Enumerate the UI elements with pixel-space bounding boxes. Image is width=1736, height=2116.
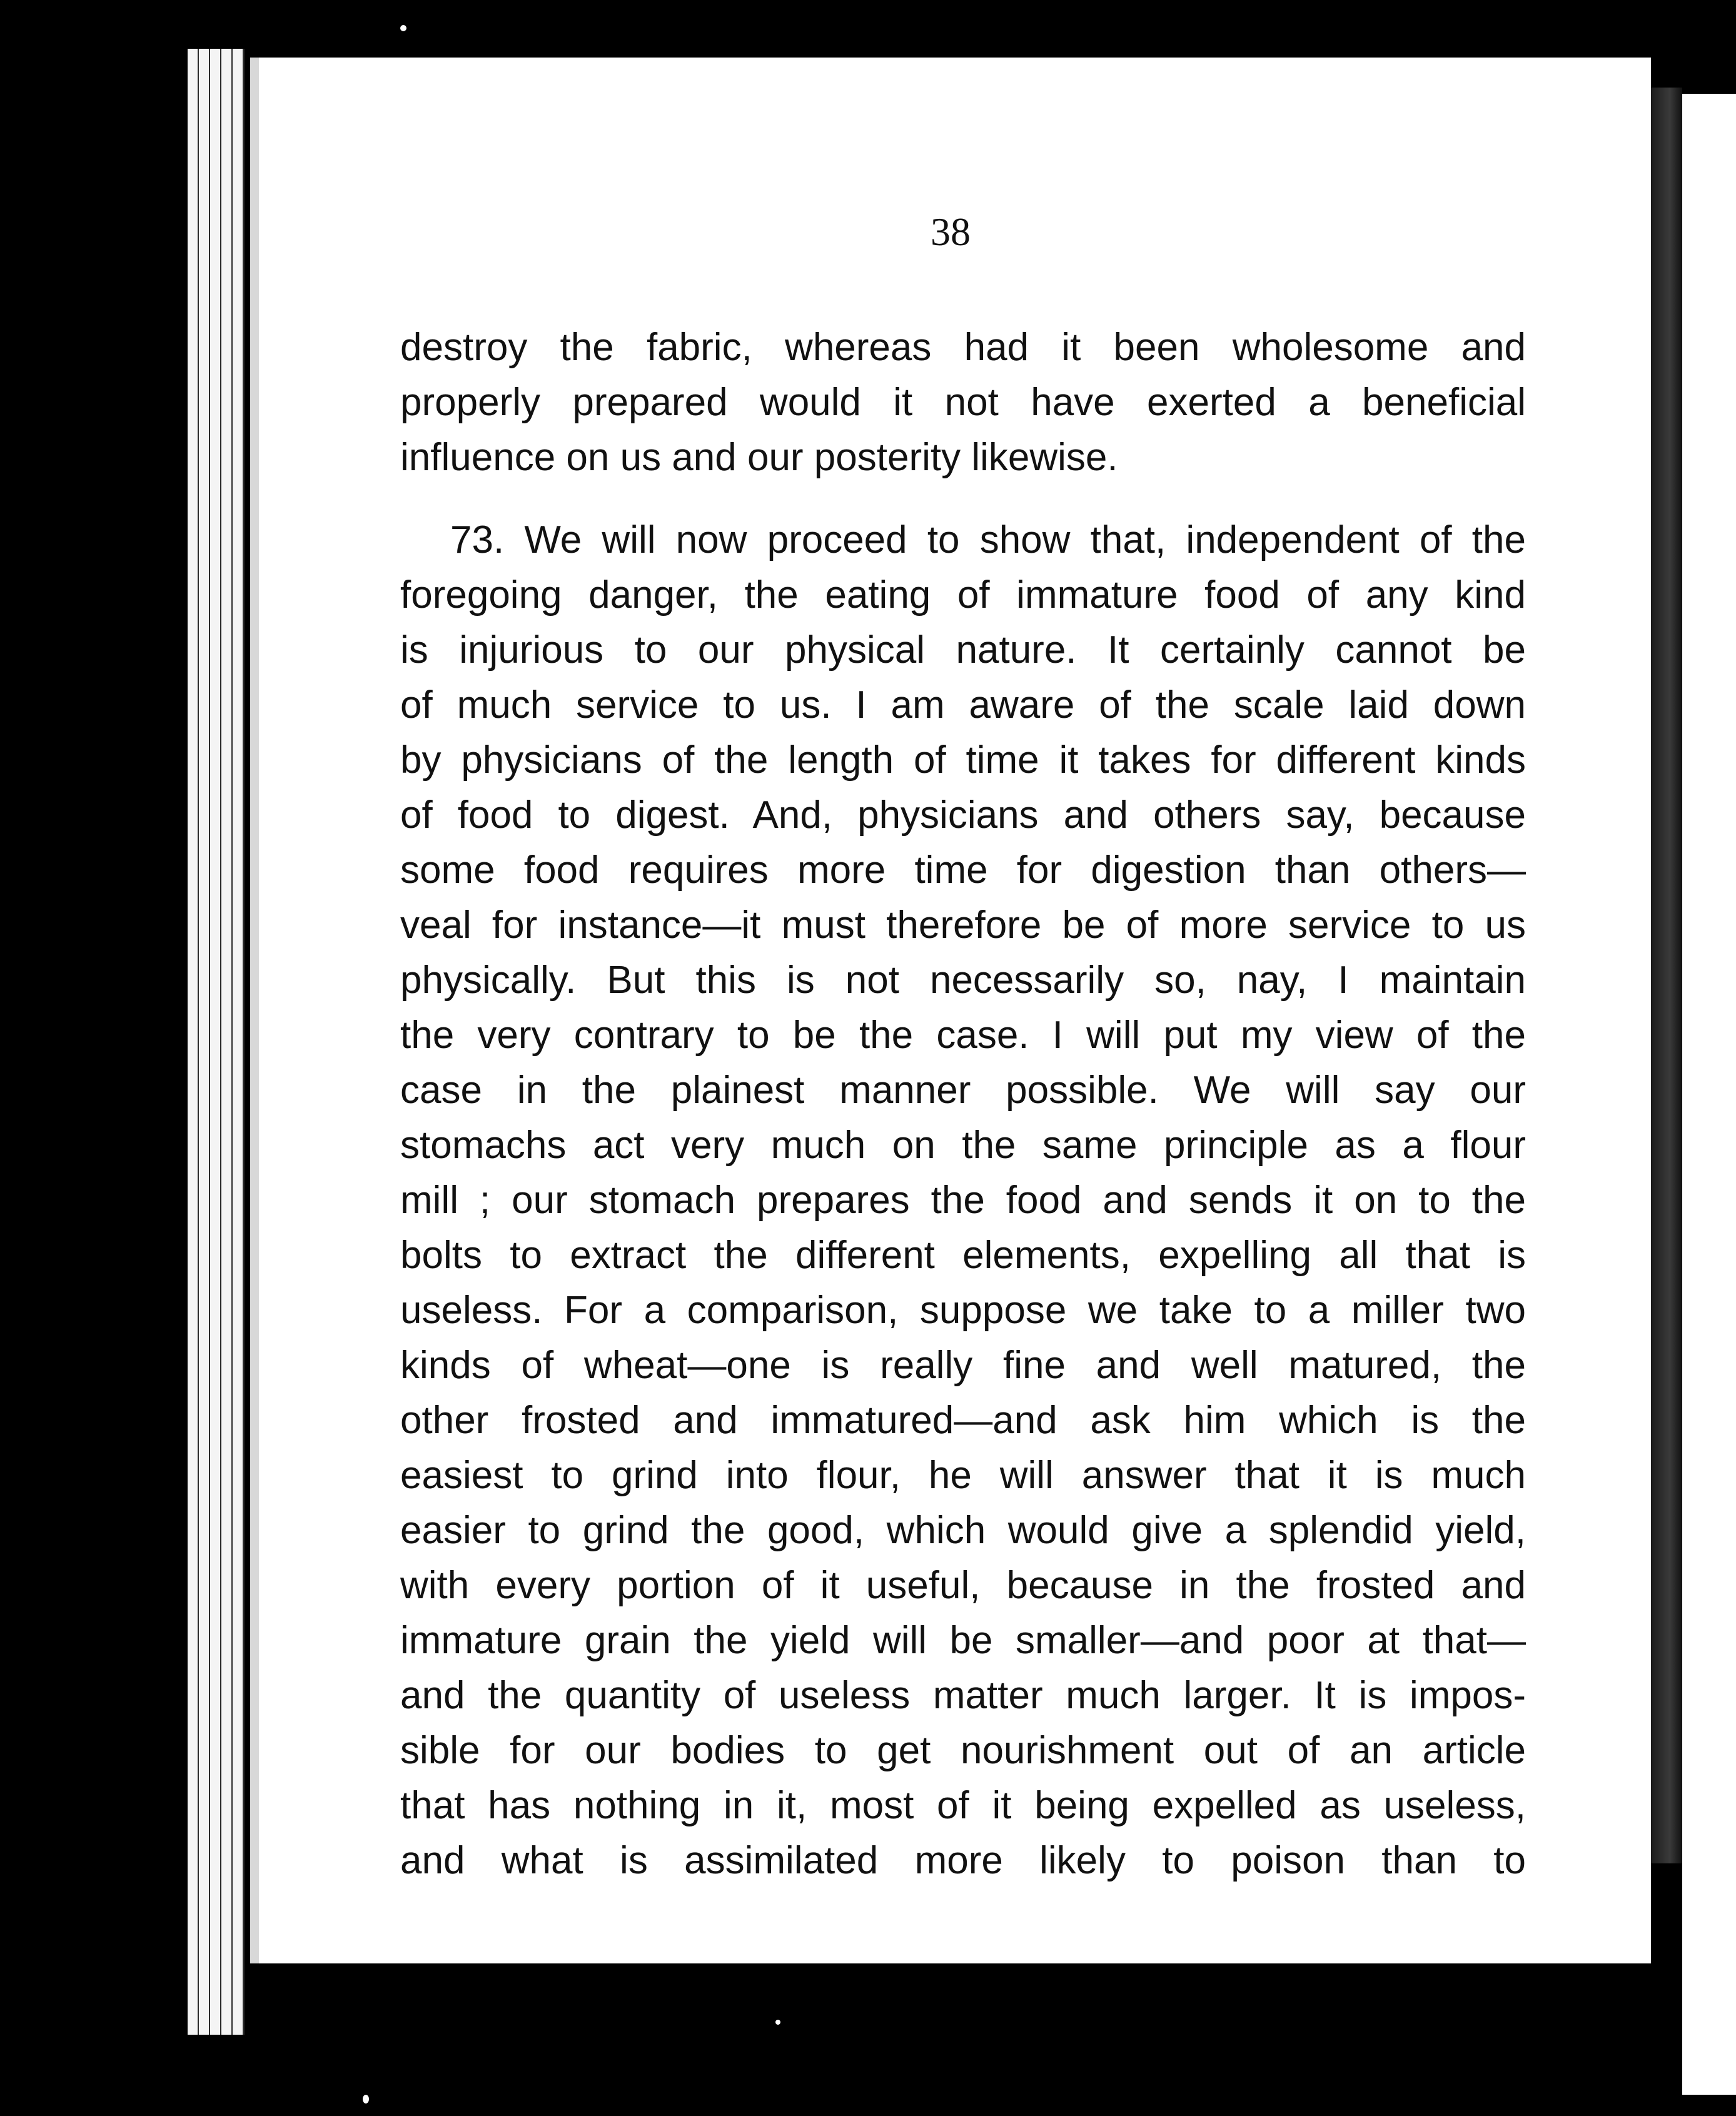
page-edge [210, 49, 222, 2035]
text-line: the very contrary to be the case. I will put my view of the [400, 1014, 1526, 1057]
scan-speck [775, 2020, 780, 2025]
text-line: that has nothing in it, most of it being expelled as useless, [400, 1784, 1526, 1827]
text-line: easiest to grind into flour, he will answer that it is much [400, 1454, 1526, 1497]
text-line: mill ; our stomach prepares the food and sends it on to the [400, 1179, 1526, 1222]
scan-speck [363, 2095, 369, 2103]
text-line: of food to digest. And, physicians and others say, because [400, 794, 1526, 837]
text-line: destroy the fabric, whereas had it been wholesome and [400, 326, 1526, 369]
text-line: easier to grind the good, which would give a splendid yield, [400, 1509, 1526, 1552]
text-line: bolts to extract the different elements, expelling all that is [400, 1234, 1526, 1277]
text-line: is injurious to our physical nature. It certainly cannot be [400, 628, 1526, 672]
text-line: physically. But this is not necessarily so, nay, I maintain [400, 959, 1526, 1002]
text-line: 73. We will now proceed to show that, independent of the [450, 518, 1526, 562]
page-edge [233, 49, 245, 2035]
text-line: case in the plainest manner possible. We will say our [400, 1069, 1526, 1112]
text-line: veal for instance—it must therefore be of more service to us [400, 904, 1526, 947]
page-edge [188, 49, 199, 2035]
text-line: foregoing danger, the eating of immature food of any kind [400, 573, 1526, 617]
page-text [400, 320, 1526, 1888]
text-line: kinds of wheat—one is really fine and well matured, the [400, 1344, 1526, 1387]
book-page [250, 58, 1651, 1963]
text-line: sible for our bodies to get nourishment out of an article [400, 1729, 1526, 1772]
text-line: useless. For a comparison, suppose we take to a miller two [400, 1289, 1526, 1332]
text-line: influence on us and our posterity likewise. [400, 436, 1118, 479]
text-line: other frosted and immatured—and ask him which is the [400, 1399, 1526, 1442]
text-line: by physicians of the length of time it takes for different kinds [400, 738, 1526, 782]
page-number: 38 [931, 209, 971, 254]
text-line: with every portion of it useful, because in the frosted and [400, 1564, 1526, 1607]
text-line: properly prepared would it not have exerted a beneficial [400, 381, 1526, 424]
text-line: and what is assimilated more likely to poison than to [400, 1839, 1526, 1882]
page-edge [221, 49, 233, 2035]
page-edge [199, 49, 211, 2035]
scan-speck [400, 25, 406, 31]
text-line: immature grain the yield will be smaller—and poor at that— [400, 1619, 1526, 1662]
paragraph [400, 513, 1526, 1888]
paragraph [400, 320, 1526, 485]
text-line: stomachs act very much on the same principle as a flour [400, 1124, 1526, 1167]
adjacent-page [1682, 94, 1736, 2095]
text-line: some food requires more time for digestion than others— [400, 849, 1526, 892]
text-line: and the quantity of useless matter much larger. It is impos- [400, 1674, 1526, 1717]
text-line: of much service to us. I am aware of the scale laid down [400, 683, 1526, 727]
gutter-shadow [1651, 88, 1682, 1863]
